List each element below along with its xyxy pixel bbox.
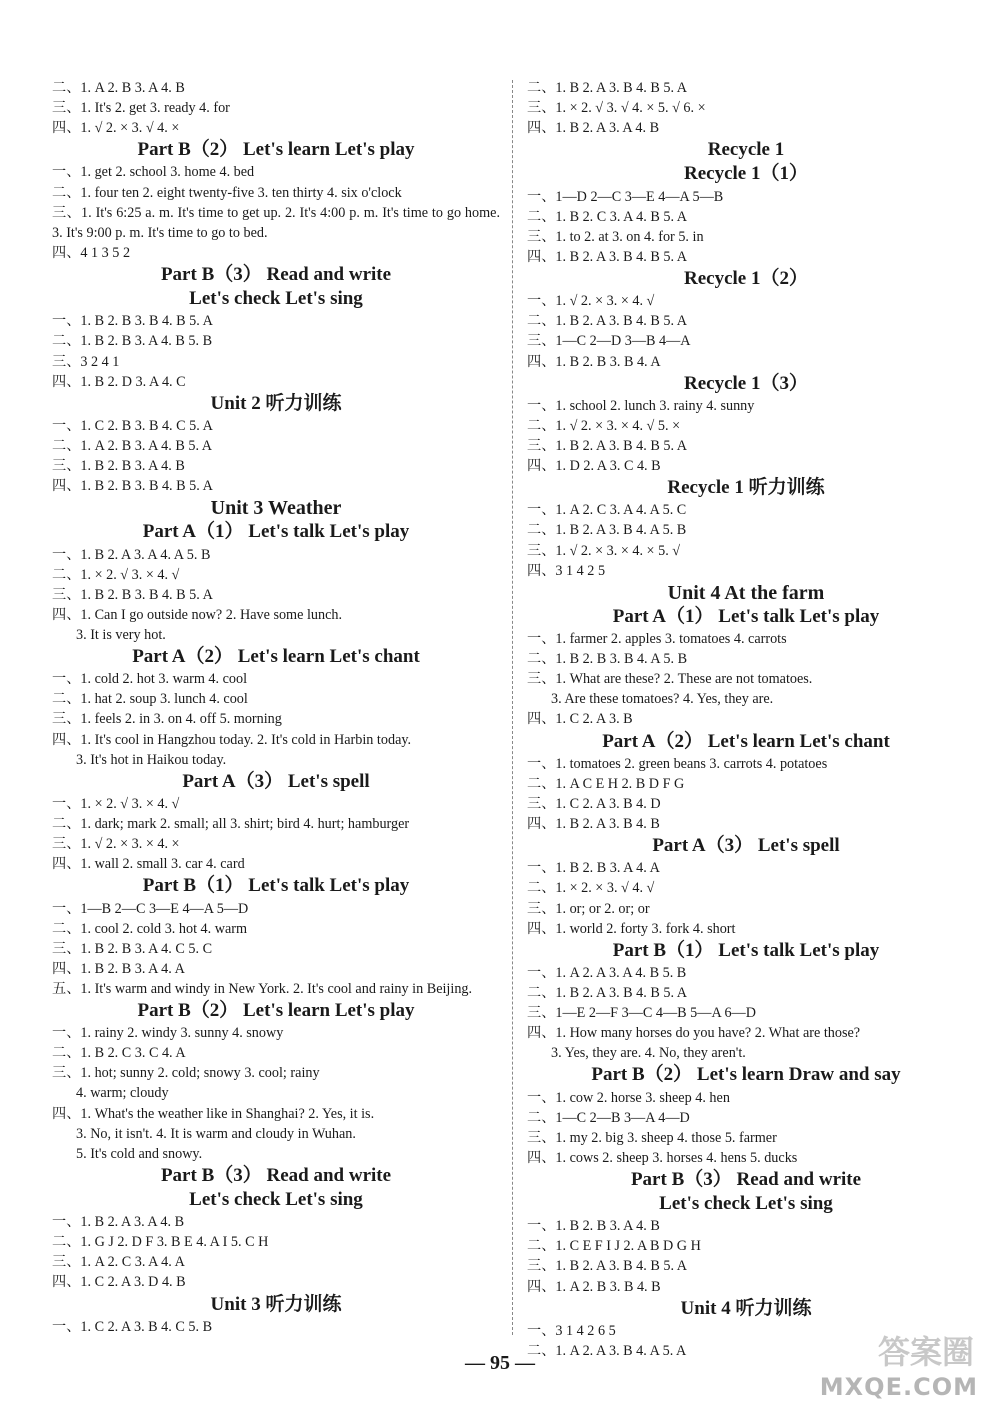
- answer-line: 二、1. C E F I J 2. A B D G H: [527, 1238, 701, 1255]
- column-divider: [512, 80, 513, 1335]
- answer-line: 一、1. C 2. A 3. B 4. C 5. B: [52, 1318, 213, 1335]
- answer-line: 一、1. school 2. lunch 3. rainy 4. sunny: [527, 397, 755, 414]
- answer-line: 三、1. It's 6:25 a. m. It's time to get up. 2. It's 4:00 p. m. It's time to go home. 3. It's 9:00 p. m. It's time to go to bed.: [52, 204, 500, 241]
- answer-line: 三、1. C 2. A 3. B 4. D: [527, 795, 661, 812]
- answer-line: 二、1. × 2. √ 3. × 4. √: [52, 566, 180, 583]
- section-heading: Part A（2） Let's learn Let's chant: [602, 730, 890, 752]
- answer-line: 一、1. A 2. C 3. A 4. A 5. C: [527, 502, 687, 519]
- answer-continuation: 3. No, it isn't. 4. It is warm and cloudy in Wuhan.: [76, 1125, 356, 1142]
- answer-line: 三、1—E 2—F 3—C 4—B 5—A 6—D: [527, 1005, 756, 1022]
- answer-line: 二、1. B 2. C 3. C 4. A: [52, 1045, 186, 1062]
- section-heading: Part B（2） Let's learn Let's play: [137, 139, 415, 161]
- answer-line: 二、1. B 2. C 3. A 4. B 5. A: [527, 208, 688, 225]
- answer-line: 二、1. B 2. A 3. B 4. B 5. A: [527, 313, 688, 330]
- answer-line: 一、1. tomatoes 2. green beans 3. carrots 4. potatoes: [527, 755, 828, 772]
- watermark-logo: 答案圈: [877, 1333, 974, 1371]
- watermark-site: MXQE.COM: [819, 1373, 978, 1401]
- answer-line: 二、1. hat 2. soup 3. lunch 4. cool: [52, 691, 248, 708]
- answer-line: 一、1. rainy 2. windy 3. sunny 4. snowy: [52, 1025, 284, 1042]
- answer-line: 一、1. farmer 2. apples 3. tomatoes 4. carrots: [527, 631, 787, 648]
- answer-line: 二、1. B 2. B 3. B 4. A 5. B: [527, 651, 688, 668]
- answer-continuation: 3. It is very hot.: [76, 627, 166, 643]
- answer-line: 二、1. √ 2. × 3. × 4. √ 5. ×: [527, 417, 681, 434]
- section-heading: Part B（3） Read and write: [630, 1168, 862, 1190]
- answer-line: 五、1. It's warm and windy in New York. 2. It's cool and rainy in Beijing.: [52, 980, 473, 997]
- answer-line: 一、1—D 2—C 3—E 4—A 5—B: [527, 188, 724, 205]
- answer-line: 三、1. × 2. √ 3. √ 4. × 5. √ 6. ×: [527, 100, 706, 117]
- answer-line: 四、1. B 2. A 3. B 4. B: [527, 816, 660, 833]
- answer-line: 三、1. or; or 2. or; or: [527, 900, 650, 917]
- section-heading: Unit 2 听力训练: [210, 392, 342, 414]
- section-heading: Part A（1） Let's talk Let's play: [142, 521, 410, 543]
- answer-line: 三、1. to 2. at 3. on 4. for 5. in: [527, 228, 704, 245]
- answer-continuation: 3. Are these tomatoes? 4. Yes, they are.: [551, 691, 774, 708]
- answer-line: 三、1—C 2—D 3—B 4—A: [527, 333, 691, 350]
- section-heading: Part B（1） Let's talk Let's play: [142, 875, 410, 897]
- answer-line: 一、1. A 2. A 3. A 4. B 5. B: [527, 964, 687, 981]
- answer-continuation: 5. It's cold and snowy.: [76, 1145, 203, 1162]
- answer-line: 四、1. D 2. A 3. C 4. B: [527, 458, 661, 475]
- answer-line: 三、1. A 2. C 3. A 4. A: [52, 1254, 185, 1271]
- answer-continuation: 3. Yes, they are. 4. No, they aren't.: [551, 1045, 746, 1062]
- section-heading: Part A（3） Let's spell: [182, 770, 370, 792]
- answer-line: 四、1. C 2. A 3. D 4. B: [52, 1274, 186, 1291]
- answer-line: 四、1. B 2. B 3. A 4. A: [52, 960, 185, 977]
- section-heading: Recycle 1（2）: [684, 268, 808, 290]
- answer-line: 二、1. A 2. A 3. B 4. A 5. A: [527, 1342, 687, 1359]
- answer-line: 二、1. B 2. A 3. B 4. B 5. A: [527, 984, 688, 1001]
- answer-line: 四、4 1 3 5 2: [52, 244, 131, 261]
- answer-line: 三、1. B 2. A 3. B 4. B 5. A: [527, 1258, 688, 1275]
- section-heading: Recycle 1 听力训练: [667, 477, 825, 499]
- answer-line: 四、1. world 2. forty 3. fork 4. short: [527, 920, 736, 937]
- answer-line: 三、1. B 2. B 3. A 4. C 5. C: [52, 940, 213, 957]
- answer-line: 二、1. A 2. B 3. A 4. B 5. A: [52, 437, 213, 454]
- answer-line: 四、1. How many horses do you have? 2. What are those?: [527, 1025, 861, 1042]
- answer-line: 四、1. A 2. B 3. B 4. B: [527, 1278, 661, 1295]
- answer-line: 一、1. B 2. B 3. A 4. A: [527, 860, 660, 877]
- answer-line: 三、1. B 2. A 3. B 4. B 5. A: [527, 437, 688, 454]
- answer-line: 四、1. B 2. B 3. B 4. B 5. A: [52, 478, 213, 495]
- section-heading: Unit 3 Weather: [210, 497, 342, 520]
- answer-line: 四、1. What's the weather like in Shanghai? 2. Yes, it is.: [52, 1105, 375, 1122]
- answer-line: 三、1. B 2. B 3. A 4. B: [52, 458, 185, 475]
- answer-line: 四、1. cows 2. sheep 3. horses 4. hens 5. ducks: [527, 1149, 798, 1166]
- answer-line: 二、1. four ten 2. eight twenty-five 3. ten thirty 4. six o'clock: [52, 184, 402, 201]
- section-heading: Let's check Let's sing: [659, 1193, 833, 1215]
- answer-line: 一、1—B 2—C 3—E 4—A 5—D: [52, 900, 249, 917]
- left-answer-column: [52, 78, 500, 1337]
- answer-line: 四、1. wall 2. small 3. car 4. card: [52, 856, 245, 873]
- answer-line: 二、1. B 2. A 3. B 4. A 5. B: [527, 522, 687, 539]
- section-heading: Part A（3） Let's spell: [652, 835, 840, 857]
- answer-line: 一、1. cold 2. hot 3. warm 4. cool: [52, 671, 248, 688]
- answer-line: 一、1. get 2. school 3. home 4. bed: [52, 164, 255, 181]
- answer-line: 二、1. × 2. × 3. √ 4. √: [527, 880, 655, 897]
- answer-line: 四、1. B 2. A 3. B 4. B 5. A: [527, 248, 688, 265]
- answer-line: 三、1. It's 2. get 3. ready 4. for: [52, 100, 230, 117]
- answer-line: 二、1. B 2. B 3. A 4. B 5. B: [52, 333, 213, 350]
- section-heading: Recycle 1: [707, 139, 785, 161]
- answer-line: 三、3 2 4 1: [52, 353, 120, 370]
- answer-line: 四、3 1 4 2 5: [527, 562, 606, 579]
- answer-continuation: 4. warm; cloudy: [76, 1085, 169, 1102]
- answer-line: 二、1. B 2. A 3. B 4. B 5. A: [527, 80, 688, 96]
- answer-line: 四、1. B 2. A 3. A 4. B: [527, 120, 660, 137]
- answer-line: 四、1. B 2. B 3. B 4. A: [527, 353, 661, 370]
- answer-line: 三、1. hot; sunny 2. cold; snowy 3. cool; rainy: [52, 1065, 320, 1082]
- section-heading: Let's check Let's sing: [189, 1189, 363, 1210]
- section-heading: Unit 4 At the farm: [667, 581, 825, 604]
- answer-line: 四、1. C 2. A 3. B: [527, 711, 633, 728]
- answer-line: 四、1. B 2. D 3. A 4. C: [52, 373, 186, 390]
- answer-line: 一、1. C 2. B 3. B 4. C 5. A: [52, 417, 213, 434]
- answer-line: 一、1. B 2. B 3. A 4. B: [527, 1218, 660, 1235]
- section-heading: Part A（1） Let's talk Let's play: [612, 605, 880, 627]
- answer-line: 三、1. my 2. big 3. sheep 4. those 5. farmer: [527, 1129, 777, 1146]
- answer-line: 四、1. Can I go outside now? 2. Have some lunch.: [52, 606, 343, 623]
- section-heading: Unit 3 听力训练: [210, 1293, 342, 1315]
- answer-line: 三、1. √ 2. × 3. × 4. × 5. √: [527, 542, 681, 559]
- answer-line: 一、1. B 2. B 3. B 4. B 5. A: [52, 313, 213, 330]
- section-heading: Part B（2） Let's learn Draw and say: [591, 1064, 901, 1086]
- answer-line: 二、1. cool 2. cold 3. hot 4. warm: [52, 920, 248, 937]
- section-heading: Part A（2） Let's learn Let's chant: [132, 646, 420, 668]
- answer-line: 四、1. It's cool in Hangzhou today. 2. It's cold in Harbin today.: [52, 731, 412, 748]
- section-heading: Part B（1） Let's talk Let's play: [612, 939, 880, 961]
- answer-line: 三、1. √ 2. × 3. × 4. ×: [52, 836, 180, 853]
- answer-line: 四、1. √ 2. × 3. √ 4. ×: [52, 120, 180, 137]
- answer-line: 三、1. feels 2. in 3. on 4. off 5. morning: [52, 711, 282, 728]
- answer-line: 二、1. dark; mark 2. small; all 3. shirt; bird 4. hurt; hamburger: [52, 816, 410, 833]
- answer-line: 一、1. √ 2. × 3. × 4. √: [527, 293, 655, 310]
- section-heading: Unit 4 听力训练: [680, 1297, 812, 1319]
- answer-line: 一、1. B 2. A 3. A 4. B: [52, 1214, 185, 1231]
- section-heading: Part B（3） Read and write: [160, 263, 392, 285]
- section-heading: Part B（2） Let's learn Let's play: [137, 999, 415, 1021]
- answer-line: 三、1. What are these? 2. These are not tomatoes.: [527, 671, 813, 688]
- answer-line: 二、1. G J 2. D F 3. B E 4. A I 5. C H: [52, 1234, 269, 1251]
- section-heading: Recycle 1（3）: [684, 372, 808, 394]
- answer-line: 一、1. × 2. √ 3. × 4. √: [52, 795, 180, 812]
- answer-line: 一、3 1 4 2 6 5: [527, 1322, 616, 1339]
- answer-line: 二、1. A C E H 2. B D F G: [527, 775, 685, 792]
- answer-line: 一、1. B 2. A 3. A 4. A 5. B: [52, 546, 211, 563]
- answer-line: 一、1. cow 2. horse 3. sheep 4. hen: [527, 1089, 730, 1106]
- section-heading: Part B（3） Read and write: [160, 1164, 392, 1186]
- answer-line: 二、1. A 2. B 3. A 4. B: [52, 80, 185, 96]
- section-heading: Recycle 1（1）: [684, 163, 808, 185]
- right-answer-column: [527, 78, 965, 1361]
- page-number: — 95 —: [465, 1352, 535, 1374]
- answer-line: 二、1—C 2—B 3—A 4—D: [527, 1109, 690, 1126]
- answer-line: 三、1. B 2. B 3. B 4. B 5. A: [52, 586, 213, 603]
- section-heading: Let's check Let's sing: [189, 288, 363, 310]
- answer-continuation: 3. It's hot in Haikou today.: [76, 751, 227, 768]
